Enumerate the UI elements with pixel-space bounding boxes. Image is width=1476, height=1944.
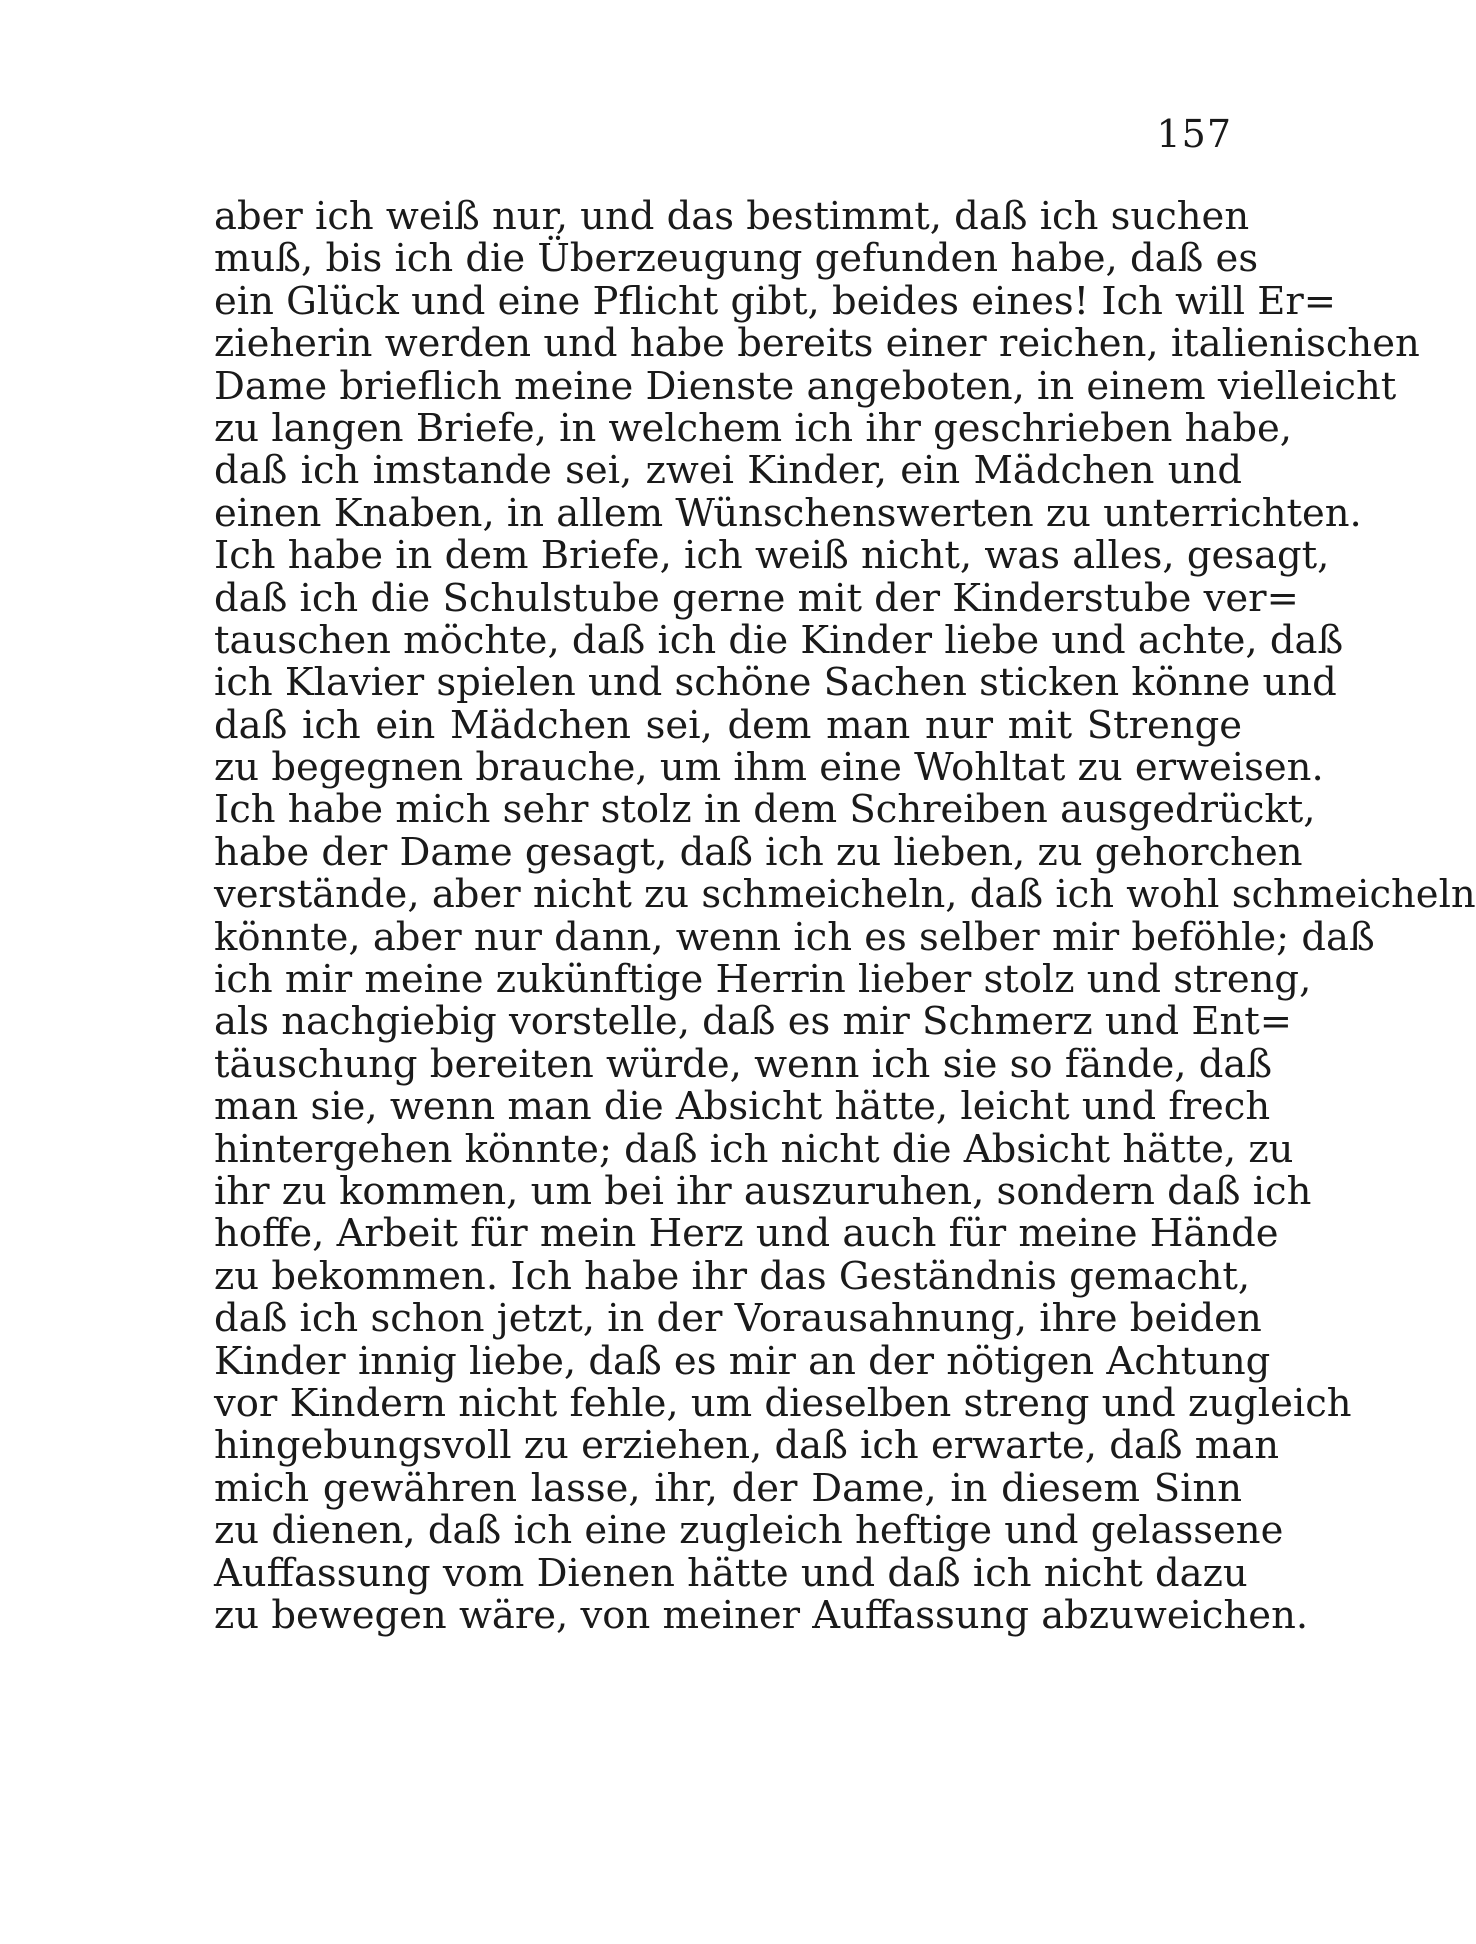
body-text [214,194,1476,1638]
text-line: zu begegnen brauche, um ihm eine Wohltat zu erweisen. [214,745,1324,791]
text-line: Ich habe in dem Briefe, ich weiß nicht, was alles, gesagt, [214,533,1330,579]
text-line: mich gewähren lasse, ihr, der Dame, in diesem Sinn [214,1465,1242,1511]
text-line: daß ich schon jetzt, in der Vorausahnung, ihre beiden [214,1296,1262,1342]
text-line: tauschen möchte, daß ich die Kinder liebe und achte, daß [214,617,1344,663]
text-line: täuschung bereiten würde, wenn ich sie so fände, daß [214,1041,1273,1087]
text-line: zu bewegen wäre, von meiner Auffassung abzuweichen. [214,1592,1309,1638]
text-line: daß ich die Schulstube gerne mit der Kinderstube ver= [214,575,1299,621]
text-line: vor Kindern nicht fehle, um dieselben streng und zugleich [214,1380,1352,1426]
text-line: verstände, aber nicht zu schmeicheln, daß ich wohl schmeicheln [214,872,1476,918]
text-line: daß ich imstande sei, zwei Kinder, ein Mädchen und [214,448,1242,494]
text-line: ich Klavier spielen und schöne Sachen sticken könne und [214,660,1337,706]
text-line: ich mir meine zukünftige Herrin lieber stolz und streng, [214,957,1312,1003]
text-line: muß, bis ich die Überzeugung gefunden habe, daß es [214,236,1259,282]
text-line: zieherin werden und habe bereits einer reichen, italienischen [214,321,1420,367]
text-line: man sie, wenn man die Absicht hätte, leicht und frech [214,1084,1271,1130]
page-number: 157 [1156,112,1232,156]
text-line: zu langen Briefe, in welchem ich ihr geschrieben habe, [214,405,1293,451]
text-line: zu bekommen. Ich habe ihr das Geständnis gemacht, [214,1253,1251,1299]
text-line: einen Knaben, in allem Wünschenswerten zu unterrichten. [214,490,1362,536]
text-line: ihr zu kommen, um bei ihr auszuruhen, sondern daß ich [214,1168,1312,1214]
text-line: als nachgiebig vorstelle, daß es mir Schmerz und Ent= [214,999,1293,1045]
text-line: hingebungsvoll zu erziehen, daß ich erwarte, daß man [214,1423,1280,1469]
text-line: könnte, aber nur dann, wenn ich es selber mir beföhle; daß [214,914,1375,960]
text-line: zu dienen, daß ich eine zugleich heftige und gelassene [214,1508,1284,1554]
text-line: Kinder innig liebe, daß es mir an der nötigen Achtung [214,1338,1271,1384]
text-line: aber ich weiß nur, und das bestimmt, daß ich suchen [214,194,1250,239]
text-line: ein Glück und eine Pflicht gibt, beides eines! Ich will Er= [214,278,1337,324]
text-line: Ich habe mich sehr stolz in dem Schreiben ausgedrückt, [214,787,1316,833]
text-line: hoffe, Arbeit für mein Herz und auch für meine Hände [214,1211,1279,1257]
text-line: Auffassung vom Dienen hätte und daß ich nicht dazu [214,1550,1248,1596]
text-line: hintergehen könnte; daß ich nicht die Absicht hätte, zu [214,1126,1294,1172]
text-line: habe der Dame gesagt, daß ich zu lieben, zu gehorchen [214,829,1303,875]
text-line: Dame brieflich meine Dienste angeboten, in einem vielleicht [214,363,1397,409]
text-line: daß ich ein Mädchen sei, dem man nur mit Strenge [214,702,1242,748]
